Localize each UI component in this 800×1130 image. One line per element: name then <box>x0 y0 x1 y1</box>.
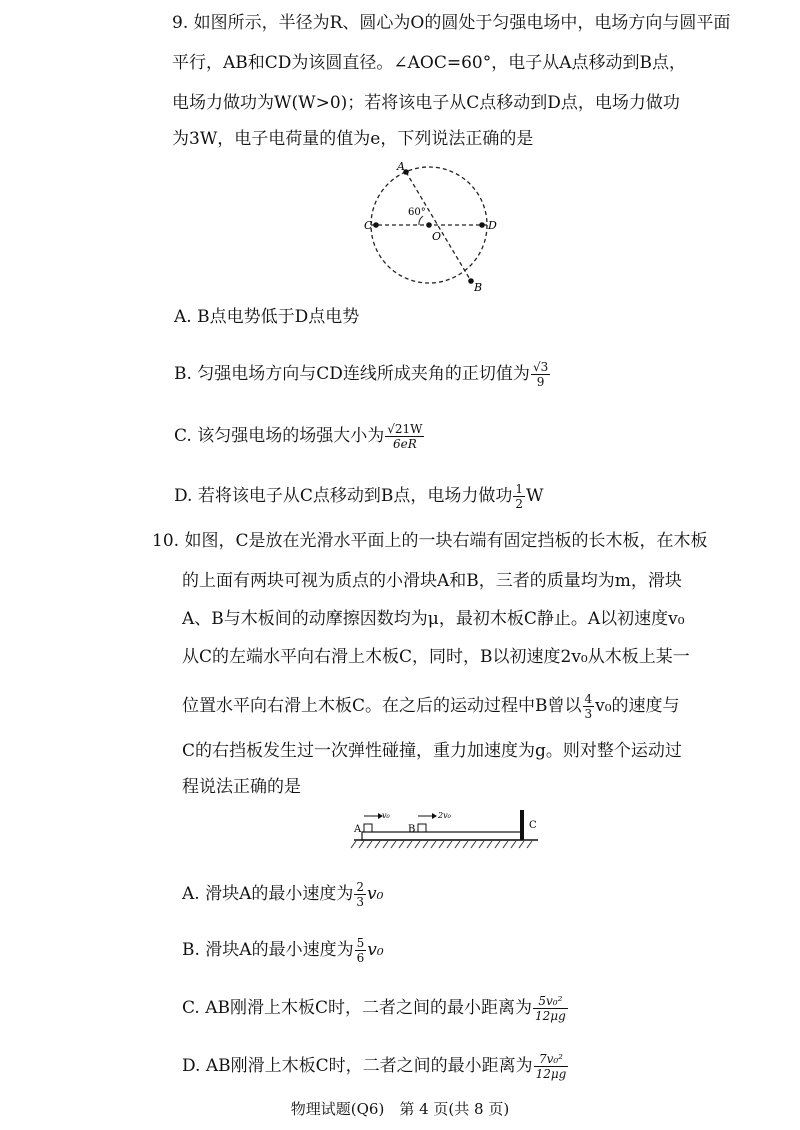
q10-option-d <box>182 1052 569 1081</box>
q10-option-c-fraction <box>533 994 568 1023</box>
q10-line-5-numerator: 4 <box>584 692 593 706</box>
label-a: A <box>397 160 405 173</box>
q10-option-c-numerator: 5v₀² <box>533 994 568 1009</box>
point-c <box>373 222 379 228</box>
label-velocity-a: v₀ <box>382 811 390 820</box>
q9-option-c-text: C. 该匀强电场的场强大小为 <box>174 426 385 446</box>
q9-option-b-fraction <box>531 360 550 389</box>
q9-option-c-numerator: √21W <box>387 422 423 436</box>
point-d <box>479 222 485 228</box>
q10-line-5-fraction <box>583 692 595 721</box>
label-c: C <box>364 219 373 232</box>
q9-option-b-denominator: 9 <box>536 375 545 389</box>
ground-hatching <box>351 841 532 848</box>
q9-option-d <box>174 482 543 511</box>
q10-option-a-numerator: 2 <box>356 880 365 894</box>
q10-option-a-text: A. 滑块A的最小速度为 <box>182 884 354 904</box>
q9-option-c-fraction <box>385 422 424 451</box>
q10-option-c-text: C. AB刚滑上木板C时，二者之间的最小距离为 <box>182 998 532 1018</box>
q9-option-d-numerator: 1 <box>515 482 523 496</box>
q9-option-b <box>174 360 551 389</box>
q10-line-7: 程说法正确的是 <box>182 777 301 797</box>
q10-option-c-denominator: 12μg <box>535 1009 566 1023</box>
q10-option-b-numerator: 5 <box>356 936 365 950</box>
page-footer: 物理试题(Q6) 第 4 页(共 8 页) <box>290 1100 510 1118</box>
q10-line-5 <box>182 692 680 721</box>
q9-option-a: A. B点电势低于D点电势 <box>174 307 360 327</box>
q10-line-4: 从C的左端水平向右滑上木板C，同时，B以初速度2v₀从木板上某一 <box>182 647 690 667</box>
q10-option-d-numerator: 7v₀² <box>534 1052 569 1067</box>
q9-line-3: 电场力做功为W(W>0)；若将该电子从C点移动到D点，电场力做功 <box>172 93 680 113</box>
q10-option-b <box>182 936 384 965</box>
velocity-arrowhead-b <box>432 813 437 819</box>
q9-line-2: 平行，AB和CD为该圆直径。∠AOC=60°，电子从A点移动到B点， <box>172 53 687 73</box>
point-o <box>426 222 432 228</box>
q9-circle-figure <box>362 160 522 295</box>
label-angle: 60° <box>408 207 426 218</box>
q10-line-5-post: v₀的速度与 <box>595 696 680 716</box>
q10-board-figure <box>348 806 548 856</box>
label-d: D <box>488 219 497 232</box>
q9-option-b-numerator: √3 <box>532 360 549 374</box>
block-b <box>418 824 426 832</box>
diameter-ab <box>406 172 471 281</box>
point-b <box>468 278 474 284</box>
q10-option-b-text: B. 滑块A的最小速度为 <box>182 940 354 960</box>
q10-line-3: A、B与木板间的动摩擦因数均为μ，最初木板C静止。A以初速度v₀ <box>182 609 685 629</box>
q10-line-5-pre: 位置水平向右滑上木板C。在之后的运动过程中B曾以 <box>182 696 582 716</box>
q9-option-c-denominator: 6eR <box>392 437 417 451</box>
label-block-b: B <box>408 824 416 835</box>
q9-option-d-tail: W <box>525 486 544 506</box>
label-velocity-b: 2v₀ <box>438 811 451 820</box>
q10-option-d-text: D. AB刚滑上木板C时，二者之间的最小距离为 <box>182 1056 533 1076</box>
block-a <box>364 824 372 832</box>
q9-option-b-text: B. 匀强电场方向与CD连线所成夹角的正切值为 <box>174 364 530 384</box>
q10-line-6: C的右挡板发生过一次弹性碰撞，重力加速度为g。则对整个运动过 <box>182 741 682 761</box>
q9-line-4: 为3W，电子电荷量的值为e，下列说法正确的是 <box>172 129 534 149</box>
q10-line-2: 的上面有两块可视为质点的小滑块A和B，三者的质量均为m，滑块 <box>182 571 682 591</box>
q10-line-5-denominator: 3 <box>584 707 593 721</box>
q10-option-a <box>182 880 383 909</box>
label-block-a: A <box>354 824 362 835</box>
label-board-c: C <box>529 820 537 831</box>
q10-option-d-denominator: 12μg <box>535 1067 567 1081</box>
q10-option-d-fraction <box>534 1052 569 1081</box>
q9-option-d-fraction <box>513 482 525 511</box>
q10-option-a-tail: v₀ <box>367 884 384 904</box>
q10-option-a-fraction <box>354 880 366 909</box>
label-o: O <box>432 230 442 243</box>
q10-option-b-fraction <box>355 936 367 965</box>
q9-option-d-text: D. 若将该电子从C点移动到B点，电场力做功 <box>174 486 513 506</box>
end-baffle <box>520 810 524 840</box>
q9-option-d-denominator: 2 <box>515 497 523 511</box>
q10-option-b-tail: v₀ <box>367 940 384 960</box>
q10-line-1: 10. 如图，C是放在光滑水平面上的一块右端有固定挡板的长木板，在木板 <box>152 531 708 551</box>
q10-option-c <box>182 994 569 1023</box>
long-board-c <box>362 832 522 840</box>
label-b: B <box>474 281 483 294</box>
q9-option-c <box>174 422 425 451</box>
q10-option-b-denominator: 6 <box>356 951 365 965</box>
q10-option-a-denominator: 3 <box>356 895 365 909</box>
q9-line-1: 9. 如图所示，半径为R、圆心为O的圆处于匀强电场中，电场方向与圆平面 <box>172 13 731 33</box>
